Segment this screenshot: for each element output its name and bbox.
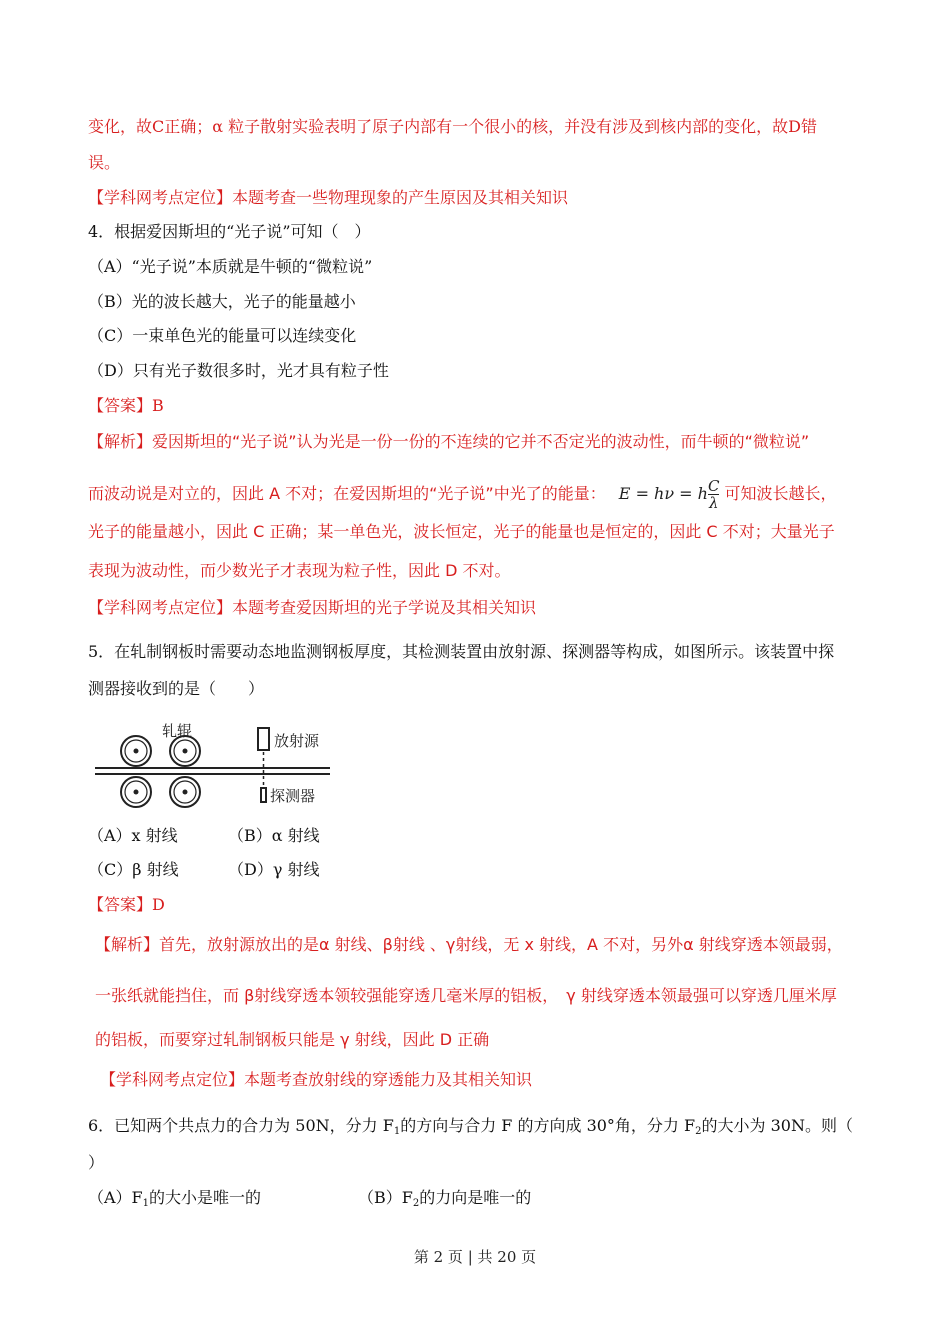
q4-option-d: （D）只有光子数很多时，光才具有粒子性 (88, 361, 389, 380)
q5-stem-line2: 测器接收到的是（ ） (88, 679, 265, 698)
detector-label: 探测器 (270, 787, 316, 805)
q4-analysis-line2-tail: 可知波长越长， (724, 484, 837, 503)
q4-analysis-line3: 光子的能量越小，因此 C 正确；某一单色光，波长恒定，光子的能量也是恒定的，因此 C 不对；大量光子 (88, 522, 835, 541)
q5-answer: 【答案】D (88, 895, 165, 914)
q4-option-a: （A）“光子说”本质就是牛顿的“微粒说” (88, 257, 373, 276)
q6-stem-part3: 的大小为 30N。则（ (701, 1116, 853, 1135)
formula-lhs: E = hν = h (618, 484, 708, 503)
q5-stem-line1: 5．在轧制钢板时需要动态地监测钢板厚度，其检测装置由放射源、探测器等构成，如图所示。该装置中探 (88, 642, 835, 661)
q6-sub2: 2 (695, 1126, 702, 1137)
q6-option-a-label: （A）F (88, 1188, 143, 1207)
q5-analysis-line1: 【解析】首先，放射源放出的是α 射线、β射线 、γ射线，无 x 射线，A 不对，另外α 射线穿透本领最弱， (95, 935, 843, 954)
detector-box (261, 788, 266, 802)
q4-position: 【学科网考点定位】本题考查爱因斯坦的光子学说及其相关知识 (88, 598, 537, 617)
q6-option-b-label: （B）F (358, 1188, 413, 1207)
q6-option-a (88, 1188, 261, 1214)
rolling-mill-figure (90, 714, 340, 814)
roller-label: 轧辊 (162, 722, 193, 740)
q6-option-b (358, 1188, 531, 1214)
q4-stem: 4．根据爱因斯坦的“光子说”可知（ ） (88, 222, 371, 241)
q4-analysis-line2 (88, 478, 837, 511)
q6-sub1: 1 (393, 1126, 401, 1137)
q3-position: 【学科网考点定位】本题考查一些物理现象的产生原因及其相关知识 (88, 188, 569, 207)
q5-analysis-line2: 一张纸就能挡住，而 β射线穿透本领较强能穿透几毫米厚的铝板， γ 射线穿透本领最强可以穿透几厘米厚 (95, 986, 837, 1005)
q5-option-c: （C）β 射线 (88, 860, 179, 879)
page-footer: 第 2 页 | 共 20 页 (413, 1248, 537, 1266)
q3-analysis-line2: 误。 (88, 153, 121, 172)
q5-analysis-line3: 的铝板，而要穿过轧制钢板只能是 γ 射线，因此 D 正确 (95, 1030, 490, 1049)
q6-option-a-text: 的大小是唯一的 (149, 1188, 262, 1207)
q6-stem-line2: ） (88, 1153, 105, 1172)
source-label: 放射源 (274, 732, 320, 750)
formula-denominator: λ (708, 494, 719, 512)
q4-analysis-line4: 表现为波动性，而少数光子才表现为粒子性，因此 D 不对。 (88, 561, 511, 580)
q5-option-a: （A）x 射线 (88, 826, 178, 845)
q3-analysis-line1: 变化，故C正确；α 粒子散射实验表明了原子内部有一个很小的核，并没有涉及到核内部的变化，故D错 (88, 117, 817, 136)
formula-fraction (708, 478, 719, 511)
q5-option-b: （B）α 射线 (228, 826, 320, 845)
photon-energy-formula (619, 478, 720, 511)
q4-analysis-line2-text: 而波动说是对立的，因此 A 不对；在爱因斯坦的“光子说”中光了的能量： (88, 484, 606, 503)
q6-stem-line1 (88, 1116, 853, 1142)
q4-option-b: （B）光的波长越大，光子的能量越小 (88, 292, 356, 311)
q4-answer: 【答案】B (88, 396, 164, 415)
formula-numerator: C (707, 477, 720, 495)
q6-stem-part1: 6．已知两个共点力的合力为 50N，分力 F (88, 1116, 394, 1135)
q6-stem-part2: 的方向与合力 F 的方向成 30°角，分力 F (400, 1116, 696, 1135)
q4-analysis-line1: 【解析】爱因斯坦的“光子说”认为光是一份一份的不连续的它并不否定光的波动性，而牛顿的“微粒说” (88, 432, 810, 451)
q5-option-d: （D）γ 射线 (228, 860, 320, 879)
q6-option-a-sub: 1 (142, 1198, 150, 1209)
radiation-source-box (258, 728, 269, 750)
q4-option-c: （C）一束单色光的能量可以连续变化 (88, 326, 357, 345)
q6-option-b-text: 的力向是唯一的 (419, 1188, 532, 1207)
q6-option-b-sub: 2 (412, 1198, 420, 1209)
q5-position: 【学科网考点定位】本题考查放射线的穿透能力及其相关知识 (100, 1070, 533, 1089)
